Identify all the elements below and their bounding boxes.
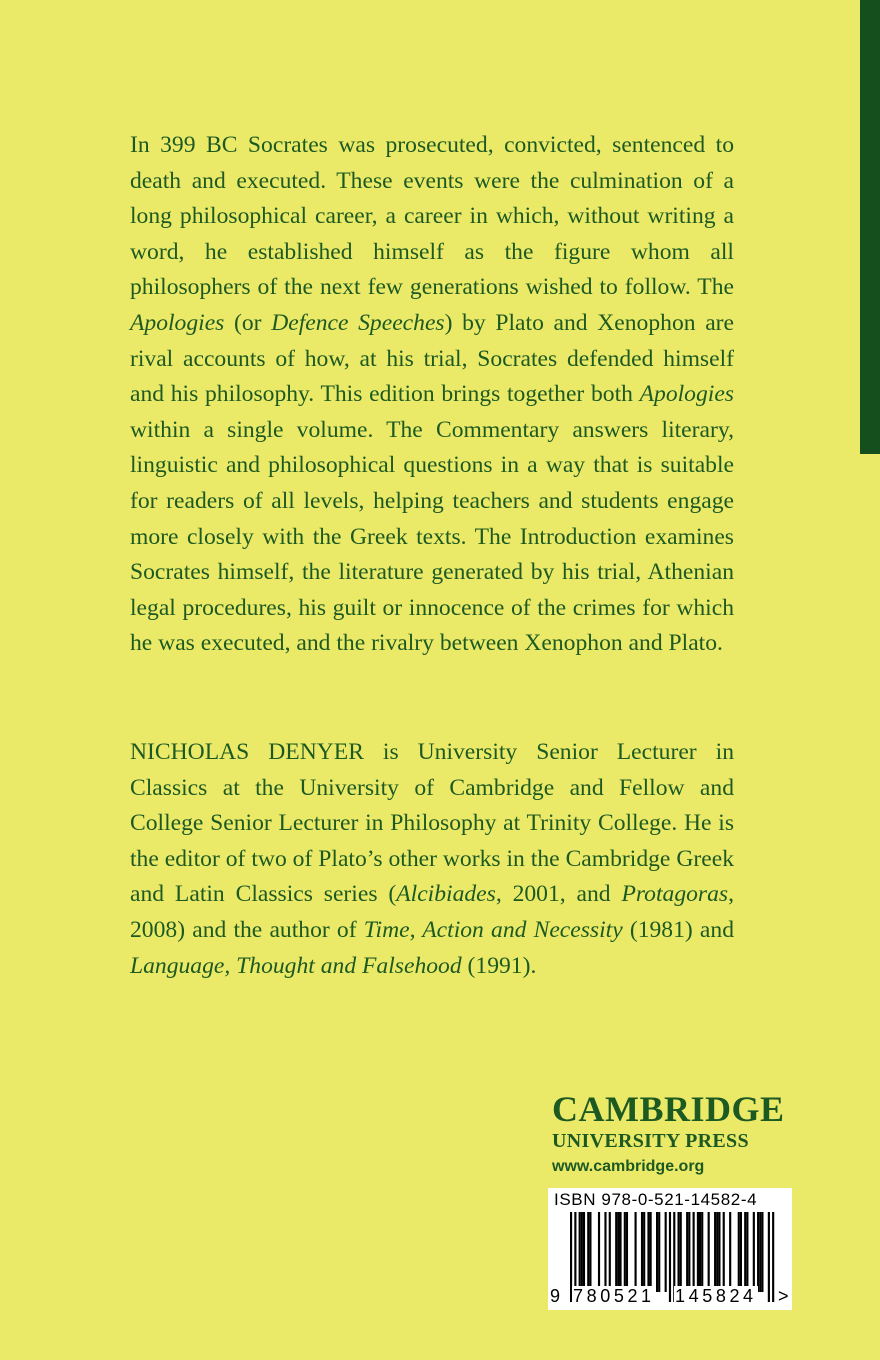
barcode-bar (678, 1212, 680, 1292)
blurb-italic-apologies: Apologies (130, 309, 225, 336)
bio-italic-time-action: Time, Action and Necessity (363, 916, 623, 943)
bio-text-5: (1991). (461, 952, 537, 979)
barcode-bar (609, 1212, 611, 1292)
bio-text-3: , 2008) and the author of (130, 881, 734, 943)
bio-italic-language-thought: Language, Thought and Falsehood (130, 952, 462, 979)
barcode-bar (714, 1212, 716, 1292)
barcode-bar (643, 1212, 645, 1292)
publisher-url: www.cambridge.org (552, 1158, 705, 1175)
barcode-bar (716, 1212, 718, 1292)
barcode-bar (688, 1212, 690, 1292)
barcode-bar (738, 1212, 740, 1292)
spine-color-bar (860, 0, 880, 454)
barcode-bar (587, 1212, 589, 1292)
barcode-bar (581, 1212, 583, 1292)
barcode-bar (641, 1212, 643, 1292)
barcode-digits-left: 780521 (573, 1286, 655, 1306)
blurb-text-2: (or (224, 309, 272, 336)
barcode-bar (744, 1212, 746, 1292)
barcode-bar (686, 1212, 688, 1292)
bio-text-1: NICHOLAS DENYER is University Senior Lecturer in Classics at the University of Cambridge and Fellow and College Senior Lecturer in Philosophy at Trinity College. He is the editor of two of Plato’s other works in the Cambridge Greek and Latin Classics series ( (130, 739, 734, 908)
barcode-bar (723, 1212, 725, 1292)
barcode-bar (624, 1212, 626, 1292)
barcode-bar (615, 1212, 617, 1292)
barcode-bar (708, 1212, 710, 1292)
bio-italic-protagoras: Protagoras (621, 881, 729, 908)
barcode-bar (757, 1212, 759, 1292)
barcode-bar (680, 1212, 682, 1292)
barcode-guard-bar (669, 1212, 671, 1302)
isbn-barcode (548, 1188, 792, 1310)
barcode-bar (650, 1212, 652, 1292)
author-bio-paragraph (130, 735, 734, 984)
barcode-guard-bar (768, 1212, 770, 1302)
barcode-digits-right: 145824 (675, 1286, 757, 1306)
barcode-bar (598, 1212, 600, 1292)
blurb-text-3: ) by Plato and Xenophon are rival accounts of how, at his trial, Socrates defended himself and his philosophy. This edition brings together both (130, 309, 735, 408)
barcode-bar (740, 1212, 742, 1292)
barcode-bar (753, 1212, 755, 1292)
barcode-bar (729, 1212, 731, 1292)
blurb-paragraph (130, 128, 734, 662)
isbn-label: ISBN 978-0-521-14582-4 (554, 1190, 758, 1209)
barcode-bar (759, 1212, 761, 1292)
barcode-bar (589, 1212, 591, 1292)
barcode-bar (579, 1212, 581, 1292)
blurb-italic-apologies-2: Apologies (639, 381, 734, 408)
blurb-text-1: In 399 BC Socrates was prosecuted, convicted, sentenced to death and executed. These events were the culmination of a long philosophical career, a career in which, without writing a word, he established himself as the figure whom all philosophers of the next few generations wished to follow. The (130, 132, 734, 301)
barcode-guard-bar (772, 1212, 774, 1302)
barcode-bar (626, 1212, 628, 1292)
barcode-bar (647, 1212, 649, 1292)
publisher-subname: UNIVERSITY PRESS (552, 1130, 749, 1152)
barcode-bar (761, 1212, 763, 1292)
barcode-bar (693, 1212, 695, 1292)
barcode-bar (746, 1212, 748, 1292)
barcode-bar (656, 1212, 658, 1292)
blurb-italic-defence-speeches: Defence Speeches (271, 309, 445, 336)
barcode-bar (699, 1212, 701, 1292)
barcode-bar (583, 1212, 585, 1292)
barcode-bar (665, 1212, 667, 1292)
publisher-logo (552, 1090, 792, 1180)
barcode-digit-first: 9 (550, 1286, 561, 1306)
barcode-bar (604, 1212, 606, 1292)
barcode-bar (617, 1212, 619, 1292)
bio-text-4: (1981) and (622, 916, 734, 943)
barcode-bar (619, 1212, 621, 1292)
publisher-name: CAMBRIDGE (552, 1089, 785, 1129)
barcode-bar (718, 1212, 720, 1292)
barcode-quiet-zone-arrow: > (778, 1286, 789, 1306)
blurb-text-4: within a single volume. The Commentary answers literary, linguistic and philosophical questions in a way that is suitable for readers of all levels, helping teachers and students engage more closely with the Greek texts. The Introduction examines Socrates himself, the literature generated by his trial, Athenian legal procedures, his guilt or innocence of the crimes for which he was executed, and the rivalry between Xenophon and Plato. (130, 416, 734, 657)
barcode-bar (658, 1212, 660, 1292)
bio-text-2: , 2001, and (495, 881, 622, 908)
barcode-bar (697, 1212, 699, 1292)
barcode-bar (635, 1212, 637, 1292)
bio-italic-alcibiades: Alcibiades (396, 881, 496, 908)
barcode-bar (701, 1212, 703, 1292)
